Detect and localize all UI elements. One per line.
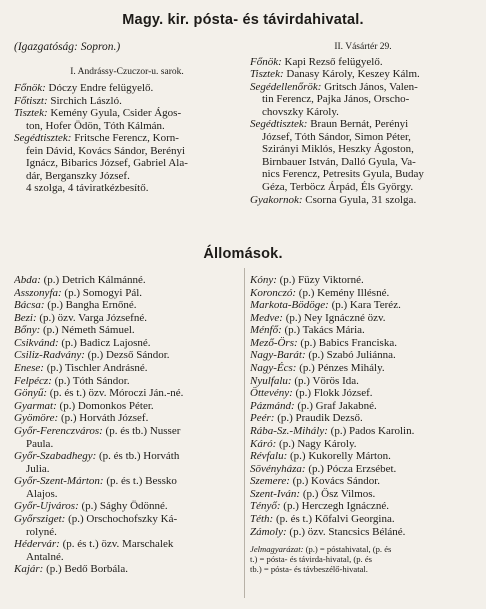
station-entry-text: (p.) Tóth Sándor. <box>51 374 130 387</box>
stations-right-column <box>250 274 476 538</box>
station-entry-row <box>14 400 240 413</box>
station-entry-label: Győr-Ujváros: <box>14 500 79 513</box>
station-entry-label: Abda: <box>14 274 41 286</box>
station-entry-row <box>14 274 240 287</box>
station-entry-text: (p. és tb.) Nusser <box>102 424 181 437</box>
staff-line-row <box>250 194 476 207</box>
station-entry-text: (p.) Pénzes Mihály. <box>296 362 385 375</box>
station-entry-label: Révfalu: <box>250 450 288 463</box>
station-entry-row <box>250 312 476 325</box>
office-left-staff <box>14 82 240 195</box>
legend-line-text: t.) = pósta- és távirda-hivatal, (p. és <box>250 554 373 565</box>
staff-line-text: Kemény Gyula, Csider Ágos- <box>47 107 182 120</box>
station-entry-text: Antalné. <box>26 550 64 563</box>
station-entry-text: (p.) Detrich Kálmánné. <box>40 274 146 286</box>
station-entry-row <box>14 538 240 551</box>
staff-line-text: Sirchich László. <box>47 94 122 107</box>
station-entry-row <box>250 412 476 425</box>
station-entry-label: Nagy-Écs: <box>250 362 297 375</box>
station-entry-label: Sövényháza: <box>250 462 306 475</box>
station-entry-text: (p.) Flokk József. <box>292 387 373 400</box>
station-entry-text: (p.) Nagy Károly. <box>276 437 357 450</box>
staff-line-row <box>250 56 476 69</box>
station-entry-text: (p.) Bedő Borbála. <box>43 563 128 576</box>
station-entry-text: Julia. <box>26 462 50 475</box>
staff-line-row <box>250 81 476 94</box>
station-entry-row <box>250 287 476 300</box>
station-entry-row <box>250 438 476 451</box>
office-right-address: II. Vásártér 29. <box>334 42 392 52</box>
staff-line-row <box>250 68 476 81</box>
station-entry-text: (p.) Takács Mária. <box>281 324 365 337</box>
staff-line-text: chovszky Károly. <box>262 105 339 118</box>
station-entry-text: (p.) Somogyi Pál. <box>61 286 143 299</box>
station-entry-row <box>250 337 476 350</box>
station-entry-label: Enese: <box>14 362 44 375</box>
stations-title: Állomások. <box>203 246 283 262</box>
station-entry-label: Gyarmat: <box>14 399 57 412</box>
station-entry-label: Tényő: <box>250 500 281 513</box>
station-entry-label: Pázmánd: <box>250 399 295 412</box>
staff-line-label: Tisztek: <box>250 68 284 81</box>
station-entry-row <box>14 362 240 375</box>
station-entry-row <box>14 387 240 400</box>
station-entry-row <box>14 475 240 488</box>
station-entry-label: Nagy-Barát: <box>250 349 306 362</box>
legend-line-row <box>250 544 476 554</box>
station-entry-label: Medve: <box>250 311 283 324</box>
station-entry-label: Győr-Szent-Márton: <box>14 475 104 488</box>
station-entry-row <box>14 375 240 388</box>
station-entry-row <box>14 488 240 501</box>
station-entry-text: (p.) Ney Ignáczné özv. <box>282 311 386 324</box>
station-entry-text: (p. és t.) özv. Móroczi Ján.-né. <box>47 387 184 400</box>
station-entry-label: Gyömöre: <box>14 412 59 425</box>
station-entry-label: Kajár: <box>14 563 44 576</box>
station-entry-row <box>250 362 476 375</box>
staff-line-row <box>250 168 476 181</box>
station-entry-text: Alajos. <box>26 487 58 500</box>
station-entry-label: Asszonyfa: <box>14 286 62 299</box>
staff-line-row <box>14 82 240 95</box>
station-entry-row <box>250 274 476 287</box>
station-entry-row <box>14 412 240 425</box>
station-entry-text: (p. és t.) Bessko <box>103 475 177 488</box>
station-entry-label: Ménfő: <box>250 324 282 337</box>
station-entry-text: (p.) Badicz Lajosné. <box>58 336 151 349</box>
station-entry-label: Kóny: <box>250 274 277 286</box>
station-entry-row <box>14 438 240 451</box>
staff-line-row <box>14 95 240 108</box>
station-entry-text: (p.) Németh Sámuel. <box>40 324 135 337</box>
station-entry-label: Bácsa: <box>14 299 45 312</box>
station-entry-text: (p.) Kovács Sándor. <box>289 475 381 488</box>
stations-left-column <box>14 274 240 576</box>
staff-line-label: Segédtisztek: <box>14 132 72 145</box>
station-entry-row <box>14 551 240 564</box>
directorate-line <box>14 41 240 54</box>
staff-line-text: Géza, Terböcz Árpád, Éls György. <box>262 181 414 194</box>
station-entry-text: (p.) Tischler Andrásné. <box>43 362 148 375</box>
station-entry-label: Mező-Örs: <box>250 336 298 349</box>
staff-line-label: Főtiszt: <box>14 94 48 107</box>
staff-line-text: Danasy Károly, Keszey Kálm. <box>283 68 420 81</box>
station-entry-label: Szent-Iván: <box>250 487 301 500</box>
station-entry-text: (p. és tb.) Horváth <box>96 450 180 463</box>
staff-line-label: Főnök: <box>250 55 282 68</box>
office-right-staff <box>250 56 476 207</box>
staff-line-text: Ignácz, Bibarics József, Gabriel Ala- <box>26 157 188 170</box>
station-entry-text: (p.) Orschochofszky Ká- <box>65 512 178 525</box>
station-entry-label: Markota-Bödöge: <box>250 299 329 312</box>
station-entry-text: (p.) Bangha Ernőné. <box>44 299 137 312</box>
staff-line-row <box>250 131 476 144</box>
station-entry-text: (p.) özv. Varga Józsefné. <box>36 311 147 324</box>
staff-line-row <box>14 145 240 158</box>
station-entry-row <box>14 425 240 438</box>
staff-line-row <box>14 182 240 195</box>
station-entry-label: Zámoly: <box>250 525 287 538</box>
directorate-text: (Igazgatóság: Sopron.) <box>14 41 121 53</box>
station-entry-row <box>14 324 240 337</box>
staff-line-text: Braun Bernát, Perényi <box>307 118 409 131</box>
station-entry-row <box>250 526 476 539</box>
staff-line-text: fein Dávid, Kovács Sándor, Berényi <box>26 144 186 157</box>
staff-line-text: Birnbauer István, Dalló Gyula, Va- <box>262 155 416 168</box>
station-entry-label: Szemere: <box>250 475 290 488</box>
station-entry-text: (p. és t.) özv. Marschalek <box>59 538 174 551</box>
staff-line-row <box>250 181 476 194</box>
station-entry-row <box>14 299 240 312</box>
station-entry-row <box>14 450 240 463</box>
staff-line-text: József, Tóth Sándor, Simon Péter, <box>262 130 411 143</box>
legend <box>250 544 476 574</box>
station-entry-text: (p.) Füzy Viktorné. <box>276 274 364 286</box>
station-entry-text: (p.) Kukorelly Márton. <box>287 450 391 463</box>
station-entry-label: Öttevény: <box>250 387 293 400</box>
station-entry-row <box>250 500 476 513</box>
station-entry-text: (p.) Dezső Sándor. <box>84 349 170 362</box>
staff-line-text: Csorna Gyula, 31 szolga. <box>302 193 417 206</box>
staff-line-row <box>250 118 476 131</box>
staff-line-row <box>14 170 240 183</box>
station-entry-label: Peér: <box>250 412 275 425</box>
column-divider <box>244 268 245 598</box>
staff-line-row <box>14 107 240 120</box>
station-entry-row <box>250 400 476 413</box>
station-entry-text: (p. és t.) Kőfalvi Georgina. <box>273 512 395 525</box>
station-entry-row <box>14 513 240 526</box>
station-entry-row <box>14 463 240 476</box>
staff-line-row <box>250 143 476 156</box>
staff-line-label: Segédtisztek: <box>250 118 308 131</box>
station-entry-text: (p.) Graf Jakabné. <box>294 399 377 412</box>
legend-line-row <box>250 554 476 564</box>
station-entry-row <box>250 488 476 501</box>
station-entry-text: (p.) Horváth József. <box>58 412 149 425</box>
staff-line-text: ton, Hofer Ödön, Tóth Kálmán. <box>26 119 165 132</box>
station-entry-row <box>14 500 240 513</box>
station-entry-label: Téth: <box>250 512 274 525</box>
station-entry-text: (p.) Domonkos Péter. <box>56 399 154 412</box>
station-entry-text: (p.) Szabó Juliánna. <box>305 349 396 362</box>
station-entry-text: (p.) Pados Karolin. <box>327 424 415 437</box>
station-entry-text: (p.) Herczegh Ignáczné. <box>280 500 389 513</box>
station-entry-text: (p.) Sághy Ödönné. <box>78 500 168 513</box>
staff-line-text: tin Ferencz, Pajka János, Orscho- <box>262 93 410 106</box>
station-entry-label: Nyulfalu: <box>250 374 292 387</box>
page-title: Magy. kir. pósta- és távirdahivatal. <box>122 12 364 28</box>
station-entry-text: (p.) Pócza Erzsébet. <box>305 462 397 475</box>
station-entry-row <box>14 287 240 300</box>
station-entry-label: Rába-Sz.-Mihály: <box>250 424 328 437</box>
staff-line-text: dár, Berganszky József. <box>26 169 130 182</box>
staff-line-text: Fritsche Ferencz, Korn- <box>71 132 179 145</box>
station-entry-row <box>14 337 240 350</box>
staff-line-row <box>250 93 476 106</box>
legend-line-label: Jelmagyarázat: <box>250 544 304 555</box>
station-entry-row <box>14 312 240 325</box>
station-entry-row <box>250 387 476 400</box>
staff-line-row <box>250 156 476 169</box>
staff-line-row <box>250 106 476 119</box>
station-entry-label: Csiliz-Radvány: <box>14 349 85 362</box>
station-entry-label: Felpécz: <box>14 374 52 387</box>
station-entry-label: Győr-Ferenczváros: <box>14 424 103 437</box>
legend-line-text: (p.) = póstahivatal, (p. és <box>303 544 392 555</box>
staff-line-text: Gritsch János, Valen- <box>321 80 418 93</box>
station-entry-label: Győr-Szabadhegy: <box>14 450 97 463</box>
staff-line-text: 4 szolga, 4 táviratkézbesítő. <box>26 182 149 195</box>
station-entry-label: Hédervár: <box>14 538 60 551</box>
station-entry-row <box>250 463 476 476</box>
station-entry-text: (p.) Babics Franciska. <box>297 336 397 349</box>
station-entry-row <box>250 349 476 362</box>
office-left-column <box>14 41 240 195</box>
station-entry-text: rolyné. <box>26 525 57 538</box>
office-right-column <box>250 41 476 206</box>
station-entry-text: (p.) Kemény Illésné. <box>296 286 390 299</box>
station-entry-row <box>250 425 476 438</box>
station-entry-row <box>250 324 476 337</box>
legend-line-row <box>250 564 476 574</box>
station-entry-row <box>14 526 240 539</box>
staff-line-row <box>14 132 240 145</box>
station-entry-text: (p.) Vörös Ida. <box>291 374 359 387</box>
staff-line-label: Tisztek: <box>14 107 48 120</box>
station-entry-label: Káró: <box>250 437 277 450</box>
station-entry-label: Győrsziget: <box>14 512 66 525</box>
station-entry-text: (p.) özv. Stancsics Béláné. <box>286 525 406 538</box>
station-entry-label: Bezi: <box>14 311 37 324</box>
stations-right-wrapper <box>250 274 476 574</box>
station-entry-text: (p.) Ősz Vilmos. <box>300 487 376 500</box>
station-entry-text: (p.) Praudik Dezső. <box>274 412 363 425</box>
staff-line-label: Főnök: <box>14 82 46 95</box>
staff-line-label: Gyakornok: <box>250 193 303 206</box>
staff-line-text: Szirányi Miklós, Heszky Ágoston, <box>262 143 414 156</box>
staff-line-text: nics Ferencz, Petresits Gyula, Buday <box>262 168 424 181</box>
station-entry-row <box>250 450 476 463</box>
station-entry-label: Bőny: <box>14 324 41 337</box>
staff-line-label: Segédellenőrök: <box>250 80 322 93</box>
station-entry-row <box>14 563 240 576</box>
station-entry-row <box>14 349 240 362</box>
station-entry-label: Gönyű: <box>14 387 47 400</box>
station-entry-row <box>250 513 476 526</box>
station-entry-row <box>250 475 476 488</box>
staff-line-text: Kapi Rezső felügyelő. <box>281 55 383 68</box>
station-entry-label: Koronczó: <box>250 286 297 299</box>
station-entry-row <box>250 375 476 388</box>
legend-line-text: tb.) = pósta- és távbeszélő-hivatal. <box>250 564 368 575</box>
station-entry-label: Csikvánd: <box>14 336 59 349</box>
staff-line-row <box>14 120 240 133</box>
office-left-address: I. Andrássy-Czuczor-u. sarok. <box>70 66 184 77</box>
station-entry-row <box>250 299 476 312</box>
station-entry-text: (p.) Kara Teréz. <box>328 299 401 312</box>
staff-line-text: Dóczy Endre felügyelő. <box>45 82 154 95</box>
staff-line-row <box>14 157 240 170</box>
station-entry-text: Paula. <box>26 437 54 450</box>
